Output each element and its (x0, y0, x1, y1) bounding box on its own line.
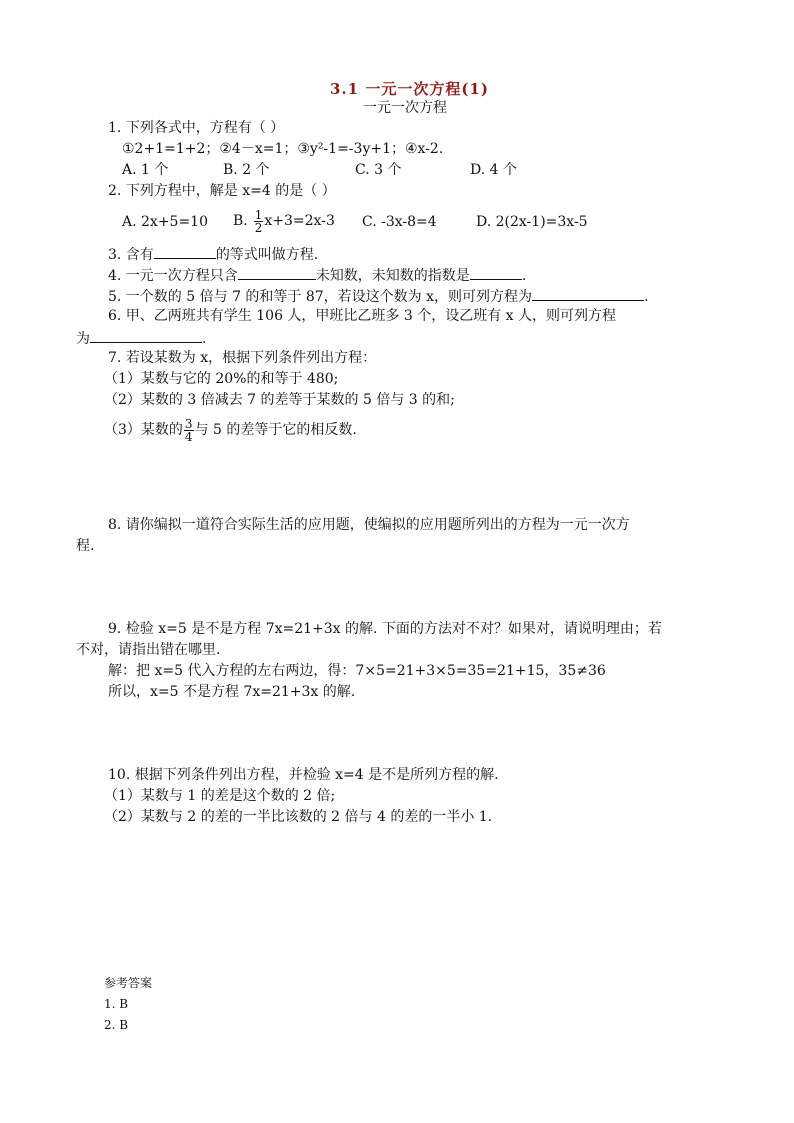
page-title: 3.1 一元一次方程(1) (330, 80, 489, 98)
q5-text-after: . (644, 289, 649, 305)
q7-sub-3-after: 与 5 的差等于它的相反数. (194, 422, 357, 438)
q6-text-before: 为 (76, 331, 90, 347)
q9-line-4: 所以，x=5 不是方程 7x=21+3x 的解. (108, 684, 356, 700)
q5-answer-blank[interactable] (532, 286, 644, 301)
q5 (108, 286, 649, 306)
q4-text-middle: 未知数，未知数的指数是 (315, 268, 470, 284)
q7-sub-3-fraction (184, 418, 194, 443)
q9-line-3: 解：把 x=5 代入方程的左右两边，得：7×5=21+3×5=35=21+15，35≠36 (108, 663, 606, 679)
q4 (108, 265, 526, 285)
q6-line-1: 6. 甲、乙两班共有学生 106 人，甲班比乙班多 3 个，设乙班有 x 人，则可列方程 (108, 308, 617, 324)
answer-2: 2. B (104, 1018, 129, 1032)
q7-sub-3 (104, 412, 357, 448)
q2-option-c: C. -3x-8=4 (362, 214, 437, 230)
q6-text-after: . (202, 331, 207, 347)
q3-text-before: 3. 含有 (108, 247, 154, 263)
fraction-numerator: 3 (184, 416, 193, 431)
q8-line-2: 程. (76, 538, 95, 554)
q1-option-b: B. 2 个 (223, 162, 270, 178)
q10-sub-2: （2）某数与 2 的差的一半比该数的 2 倍与 4 的差的一半小 1. (104, 809, 493, 825)
q1-option-d: D. 4 个 (470, 162, 517, 178)
q1-option-a: A. 1 个 (122, 162, 169, 178)
q7-sub-3-before: （3）某数的 (104, 422, 183, 438)
q1-option-c: C. 3 个 (355, 162, 402, 178)
q2-option-b-expression: x+3=2x-3 (264, 213, 335, 229)
q7-sub-1: （1）某数与它的 20%的和等于 480; (104, 371, 339, 387)
q3-text-after: 的等式叫做方程. (215, 247, 319, 263)
q2-option-b-fraction (254, 209, 264, 234)
fraction-numerator: 1 (254, 207, 263, 222)
answer-1: 1. B (104, 997, 129, 1011)
q5-text-before: 5. 一个数的 5 倍与 7 的和等于 87，若设这个数为 x，则可列方程为 (108, 289, 533, 305)
q9-line-1: 9. 检验 x=5 是不是方程 7x=21+3x 的解. 下面的方法对不对？如果对，请说明理由；若 (108, 621, 662, 637)
q9-line-2: 不对，请指出错在哪里. (76, 642, 221, 658)
page-subtitle: 一元一次方程 (363, 100, 447, 116)
q4-answer-blank-2[interactable] (470, 265, 522, 280)
q10-stem: 10. 根据下列条件列出方程，并检验 x=4 是不是所列方程的解. (108, 767, 499, 783)
q7-stem: 7. 若设某数为 x，根据下列条件列出方程： (108, 350, 377, 366)
q6-line-2 (76, 328, 206, 348)
fraction-denominator: 2 (254, 220, 263, 235)
q2-option-a: A. 2x+5=10 (122, 214, 208, 230)
q10-sub-1: （1）某数与 1 的差是这个数的 2 倍; (104, 788, 336, 804)
fraction-denominator: 4 (184, 429, 193, 444)
q1-items: ①2+1=1+2；②4－x=1；③y²-1=-3y+1；④x-2. (122, 141, 444, 157)
answers-heading: 参考答案 (104, 976, 153, 990)
q2-stem: 2. 下列方程中，解是 x=4 的是（ ） (108, 183, 336, 199)
q7-sub-2: （2）某数的 3 倍减去 7 的差等于某数的 5 倍与 3 的和; (104, 392, 455, 408)
q4-text-before: 4. 一元一次方程只含 (108, 268, 238, 284)
q6-answer-blank[interactable] (90, 328, 202, 343)
q2-option-b (233, 204, 335, 238)
q8-line-1: 8. 请你编拟一道符合实际生活的应用题，使编拟的应用题所列出的方程为一元一次方 (108, 517, 630, 533)
q2-option-b-prefix: B. (233, 213, 248, 229)
q3 (108, 244, 318, 264)
q2-option-d: D. 2(2x-1)=3x-5 (476, 214, 588, 230)
q3-answer-blank[interactable] (154, 244, 216, 259)
q4-answer-blank-1[interactable] (238, 265, 316, 280)
q1-stem: 1. 下列各式中，方程有（ ） (108, 120, 285, 136)
q4-text-after: . (521, 268, 527, 284)
